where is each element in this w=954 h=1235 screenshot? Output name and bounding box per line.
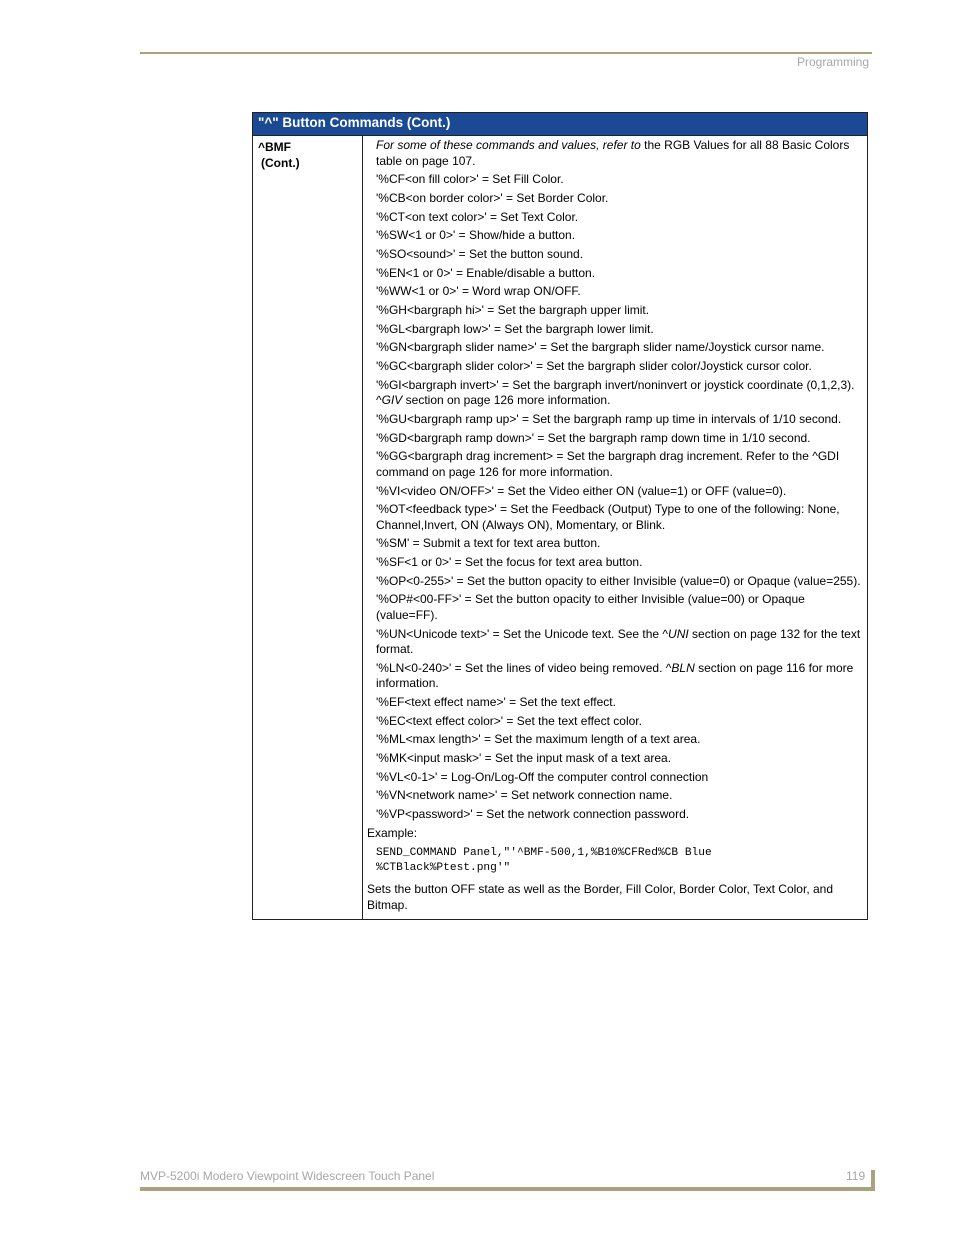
- option-line: '%CT<on text color>' = Set Text Color.: [376, 209, 579, 224]
- code-line: %CTBlack%Ptest.png'": [376, 862, 511, 875]
- option-line: '%EN<1 or 0>' = Enable/disable a button.: [376, 265, 596, 280]
- option-line: '%VL<0-1>' = Log-On/Log-Off the computer control connection: [376, 769, 709, 784]
- option-line: '%OP<0-255>' = Set the button opacity to either Invisible (value=0) or Opaque (value=255).: [376, 573, 861, 588]
- code-example: [367, 846, 863, 876]
- option-line: '%GG<bargraph drag increment> = Set the bargraph drag increment. Refer to the ^GDI command on page 126 for more information.: [376, 449, 840, 479]
- button-commands-table: [252, 112, 868, 920]
- option-line: '%VI<video ON/OFF>' = Set the Video either ON (value=1) or OFF (value=0).: [376, 483, 787, 498]
- intro-rest: the RGB Values for all 88 Basic Colors table on page 107.: [376, 138, 850, 168]
- command-name: ^BMF: [258, 140, 291, 154]
- gi-after: section on page 126 more information.: [402, 393, 611, 408]
- section-label: Programming: [796, 55, 869, 69]
- option-line: '%VN<network name>' = Set network connection name.: [376, 788, 673, 803]
- option-un: [367, 627, 863, 658]
- option-line: '%VP<password>' = Set the network connection password.: [376, 807, 690, 822]
- option-line: '%GD<bargraph ramp down>' = Set the bargraph ramp down time in 1/10 second.: [376, 430, 811, 445]
- option-line: '%ML<max length>' = Set the maximum length of a text area.: [376, 732, 701, 747]
- option-line: '%CF<on fill color>' = Set Fill Color.: [376, 172, 564, 187]
- code-line: SEND_COMMAND Panel,"'^BMF-500,1,%B10%CFRed%CB Blue: [376, 847, 712, 860]
- table-title: "^" Button Commands (Cont.): [253, 113, 867, 136]
- option-line: '%SW<1 or 0>' = Show/hide a button.: [376, 228, 576, 243]
- ln-italic: BLN: [671, 660, 695, 675]
- ln-after: section on page 116 for more information.: [376, 660, 854, 691]
- intro-italic: For some of these commands and values, refer to: [376, 138, 641, 152]
- option-line: '%GN<bargraph slider name>' = Set the bargraph slider name/Joystick cursor name.: [376, 340, 825, 355]
- option-line: '%MK<input mask>' = Set the input mask of a text area.: [376, 751, 672, 766]
- gi-before: '%GI<bargraph invert>' = Set the bargraph invert/noninvert or joystick coordinate (0,1,2,3). ^: [376, 377, 855, 408]
- option-gi: [367, 378, 863, 409]
- un-before: '%UN<Unicode text>' = Set the Unicode text. See the ^: [376, 626, 669, 641]
- option-line: '%SM' = Submit a text for text area button.: [376, 536, 601, 551]
- example-label: Example:: [367, 825, 418, 840]
- command-cell: [253, 136, 363, 919]
- header-rule: [140, 52, 872, 54]
- footer-rule: [140, 1187, 875, 1191]
- option-line: '%SF<1 or 0>' = Set the focus for text area button.: [376, 555, 643, 570]
- table-row: [253, 136, 867, 919]
- footer-title: MVP-5200i Modero Viewpoint Widescreen Touch Panel: [140, 1169, 435, 1183]
- option-line: '%EC<text effect color>' = Set the text effect color.: [376, 713, 642, 728]
- summary-text: Sets the button OFF state as well as the Border, Fill Color, Border Color, Text Color, and Bitmap.: [367, 882, 834, 912]
- page-number: 119: [846, 1169, 866, 1183]
- option-line: '%SO<sound>' = Set the button sound.: [376, 246, 584, 261]
- option-line: '%GH<bargraph hi>' = Set the bargraph upper limit.: [376, 303, 650, 317]
- option-line: '%OP#<00-FF>' = Set the button opacity to either Invisible (value=00) or Opaque (value=FF).: [376, 592, 805, 622]
- option-line: '%GL<bargraph low>' = Set the bargraph lower limit.: [376, 321, 654, 336]
- option-line: '%WW<1 or 0>' = Word wrap ON/OFF.: [376, 284, 581, 299]
- footer-tick: [871, 1170, 875, 1190]
- option-line: '%EF<text effect name>' = Set the text effect.: [376, 695, 616, 709]
- option-line: '%GU<bargraph ramp up>' = Set the bargraph ramp up time in intervals of 1/10 second.: [376, 411, 842, 426]
- description-cell: [363, 136, 867, 919]
- intro-text: [367, 138, 863, 169]
- command-cont: (Cont.): [261, 156, 300, 170]
- un-italic: UNI: [668, 626, 689, 641]
- option-ln: [367, 661, 863, 692]
- option-list-1: [367, 172, 863, 374]
- option-list-2: [367, 412, 863, 624]
- option-line: '%GC<bargraph slider color>' = Set the bargraph slider color/Joystick cursor color.: [376, 359, 812, 374]
- ln-before: '%LN<0-240>' = Set the lines of video being removed. ^: [376, 660, 672, 675]
- gi-italic: GIV: [381, 393, 403, 408]
- un-after: section on page 132 for the text format.: [376, 626, 861, 657]
- option-list-3: [367, 695, 863, 823]
- option-line: '%OT<feedback type>' = Set the Feedback (Output) Type to one of the following: None, Channel,Invert, ON (Always ON), Momentary, or Blink.: [376, 502, 840, 532]
- option-line: '%CB<on border color>' = Set Border Color.: [376, 190, 609, 205]
